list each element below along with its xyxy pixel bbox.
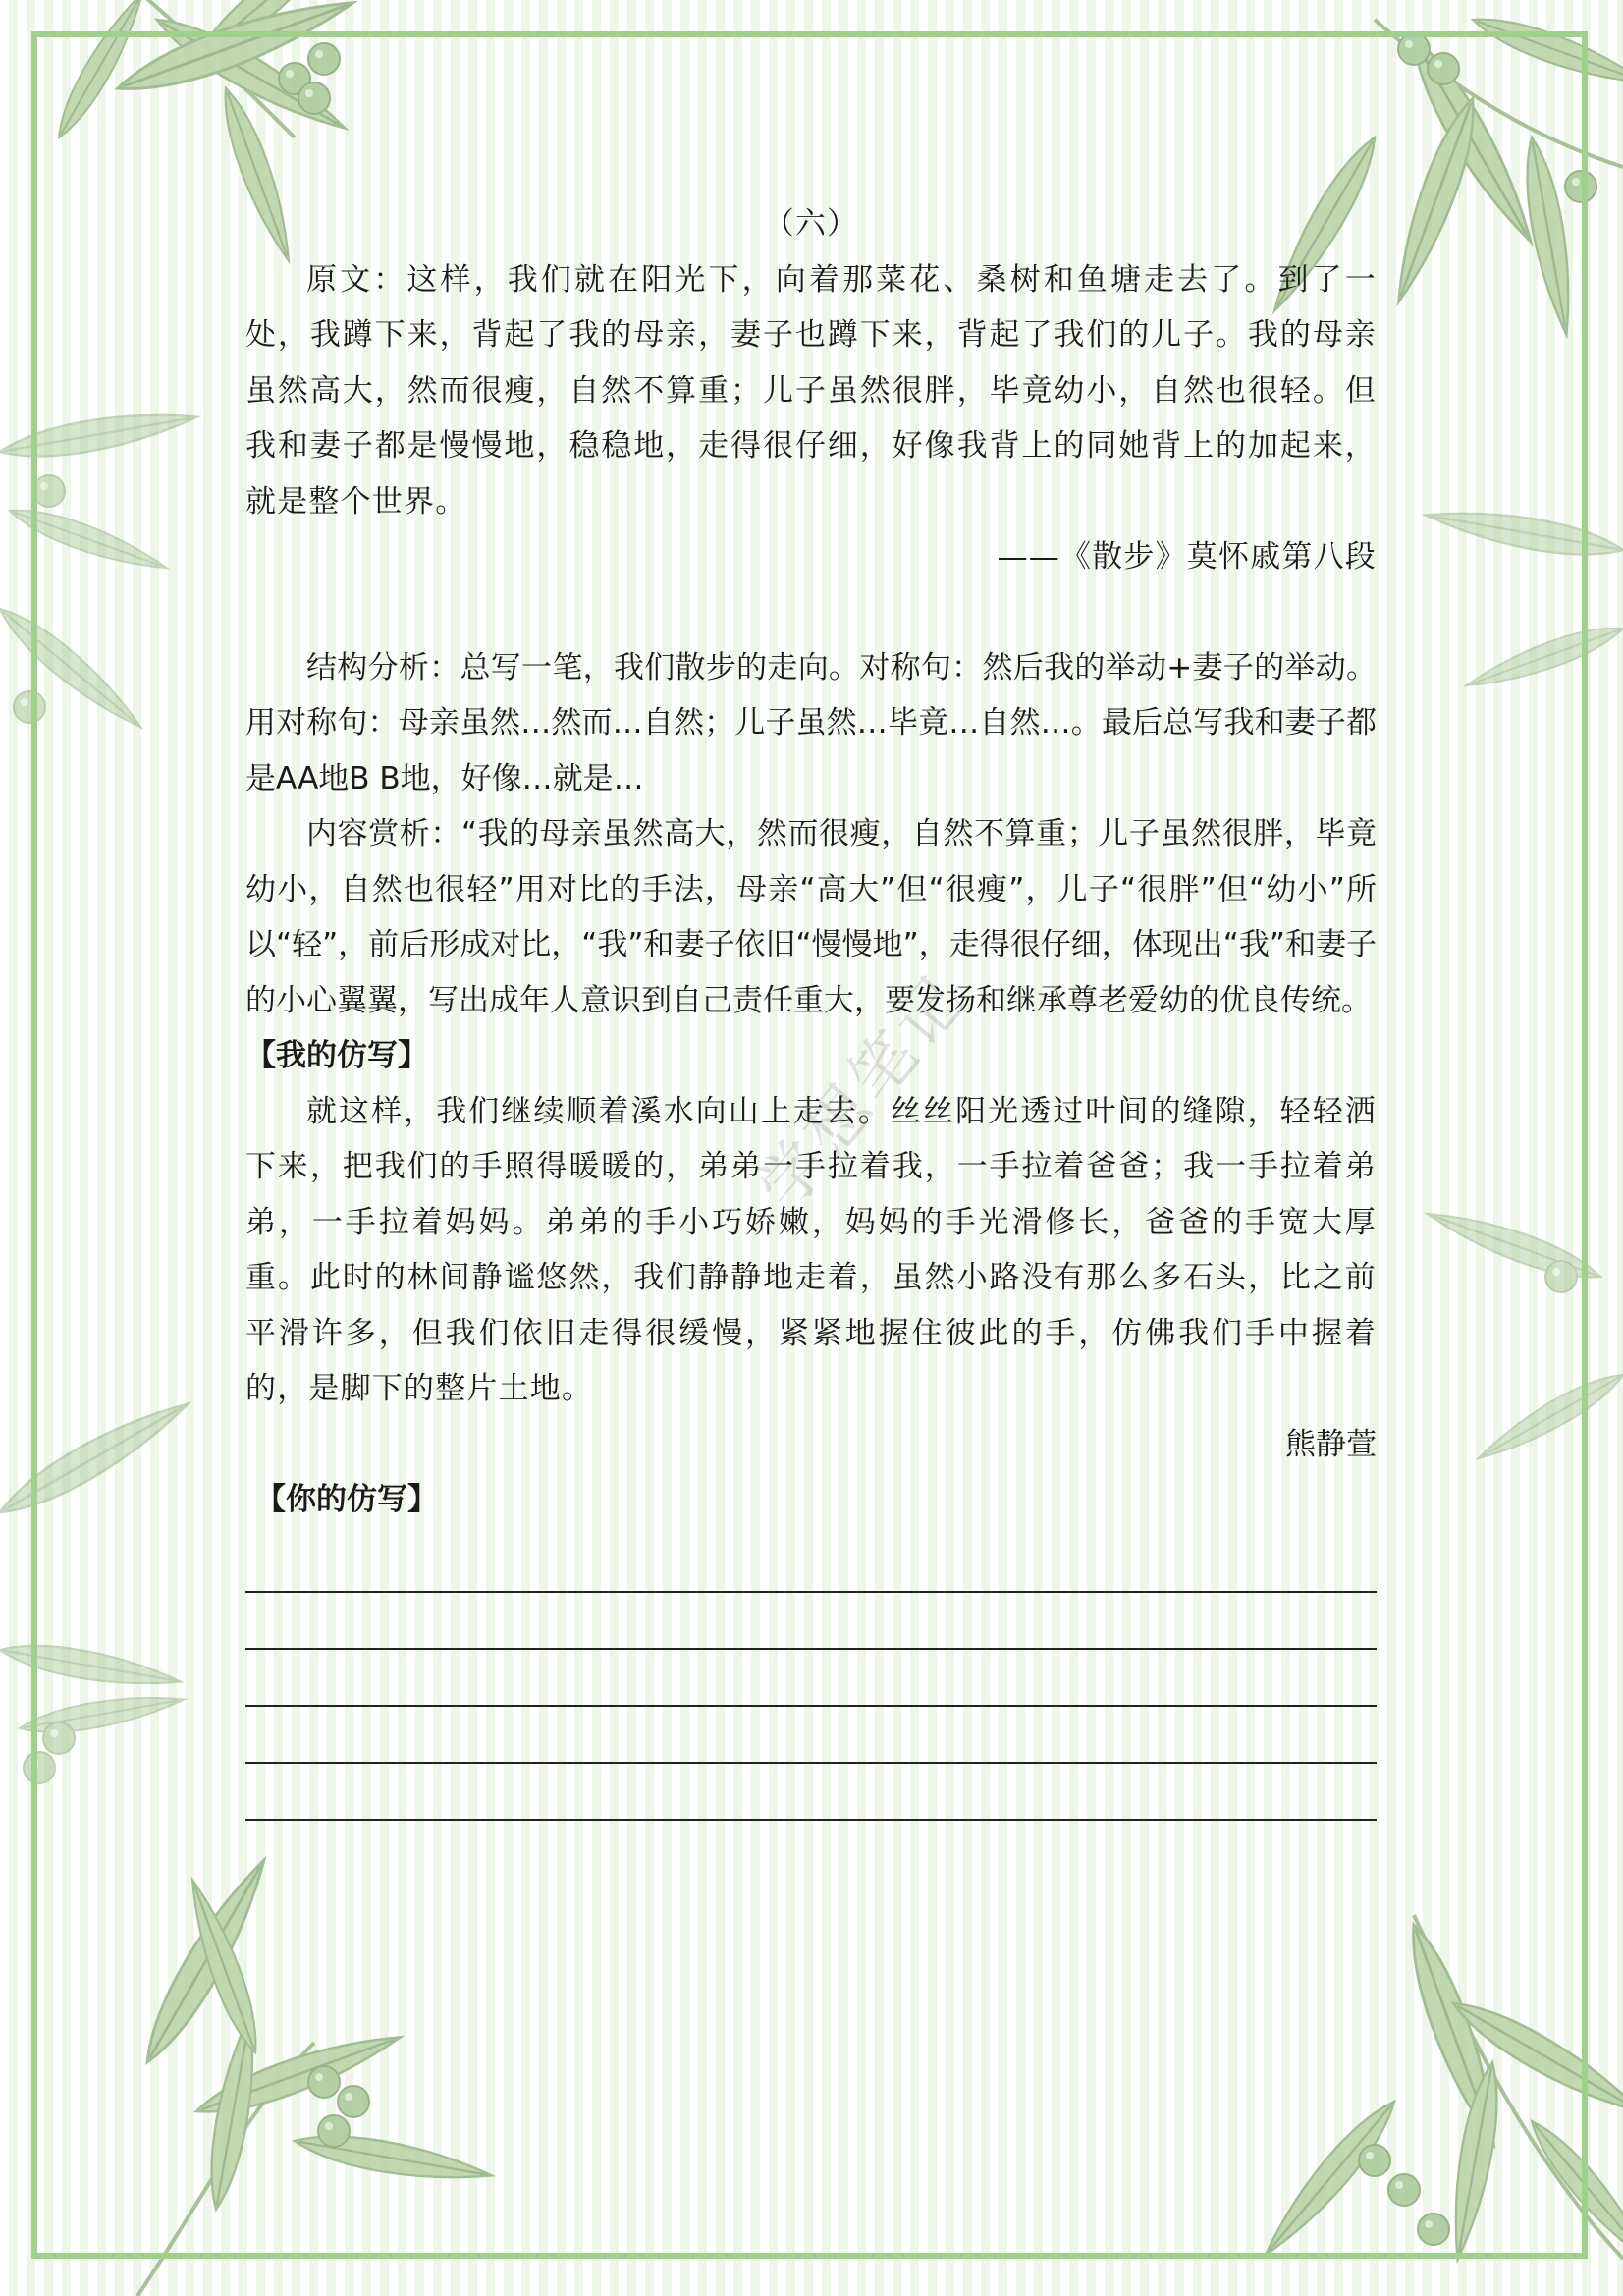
writing-lines <box>245 1536 1377 1821</box>
watermark: 学想笔记 <box>742 958 983 1225</box>
structure-analysis: 结构分析：总写一笔，我们散步的走向。对称句：然后我的举动+妻子的举动。用对称句：母亲虽然…然而…自然；儿子虽然…毕竟…自然…。最后总写我和妻子都是AA地B B地，好像…就是… <box>245 649 1377 796</box>
content-appreciation: 内容赏析：“我的母亲虽然高大，然而很瘦，自然不算重；儿子虽然很胖，毕竟幼小，自然也很轻”用对比的手法，母亲“高大”但“很瘦”，儿子“很胖”但“幼小”所以“轻”，前后形成对比，“我”和妻子依旧“慢慢地”，走得很仔细，体现出“我”和妻子的小心翼翼，写出成年人意识到自己责任重大，要发扬和继承尊老爱幼的优良传统。 <box>245 816 1377 1018</box>
original-source: ——《散步》莫怀戚第八段 <box>997 539 1377 574</box>
author-name: 熊静萱 <box>1285 1426 1377 1462</box>
document-body <box>245 196 1377 1821</box>
writing-line[interactable] <box>245 1593 1377 1650</box>
writing-line[interactable] <box>245 1707 1377 1764</box>
spacer <box>245 585 1377 640</box>
writing-line[interactable] <box>245 1764 1377 1821</box>
original-text: 原文：这样，我们就在阳光下，向着那菜花、桑树和鱼塘走去了。到了一处，我蹲下来，背起了我的母亲，妻子也蹲下来，背起了我们的儿子。我的母亲虽然高大，然而很瘦，自然不算重；儿子虽然很胖，毕竟幼小，自然也很轻。但我和妻子都是慢慢地，稳稳地，走得很仔细，好像我背上的同她背上的加起来，就是整个世界。 <box>245 261 1377 519</box>
writing-line[interactable] <box>245 1650 1377 1707</box>
section-title: （六） <box>763 206 859 242</box>
my-imitation-text: 就这样，我们继续顺着溪水向山上走去。丝丝阳光透过叶间的缝隙，轻轻洒下来，把我们的手照得暖暖的，弟弟一手拉着我，一手拉着爸爸；我一手拉着弟弟，一手拉着妈妈。弟弟的手小巧娇嫩，妈妈的手光滑修长，爸爸的手宽大厚重。此时的林间静谧悠然，我们静静地走着，虽然小路没有那么多石头，比之前平滑许多，但我们依旧走得很缓慢，紧紧地握住彼此的手，仿佛我们手中握着的，是脚下的整片土地。 <box>245 1093 1377 1406</box>
your-imitation-heading: 【你的仿写】 <box>255 1482 438 1517</box>
my-imitation-heading: 【我的仿写】 <box>245 1038 428 1073</box>
writing-line[interactable] <box>245 1536 1377 1593</box>
